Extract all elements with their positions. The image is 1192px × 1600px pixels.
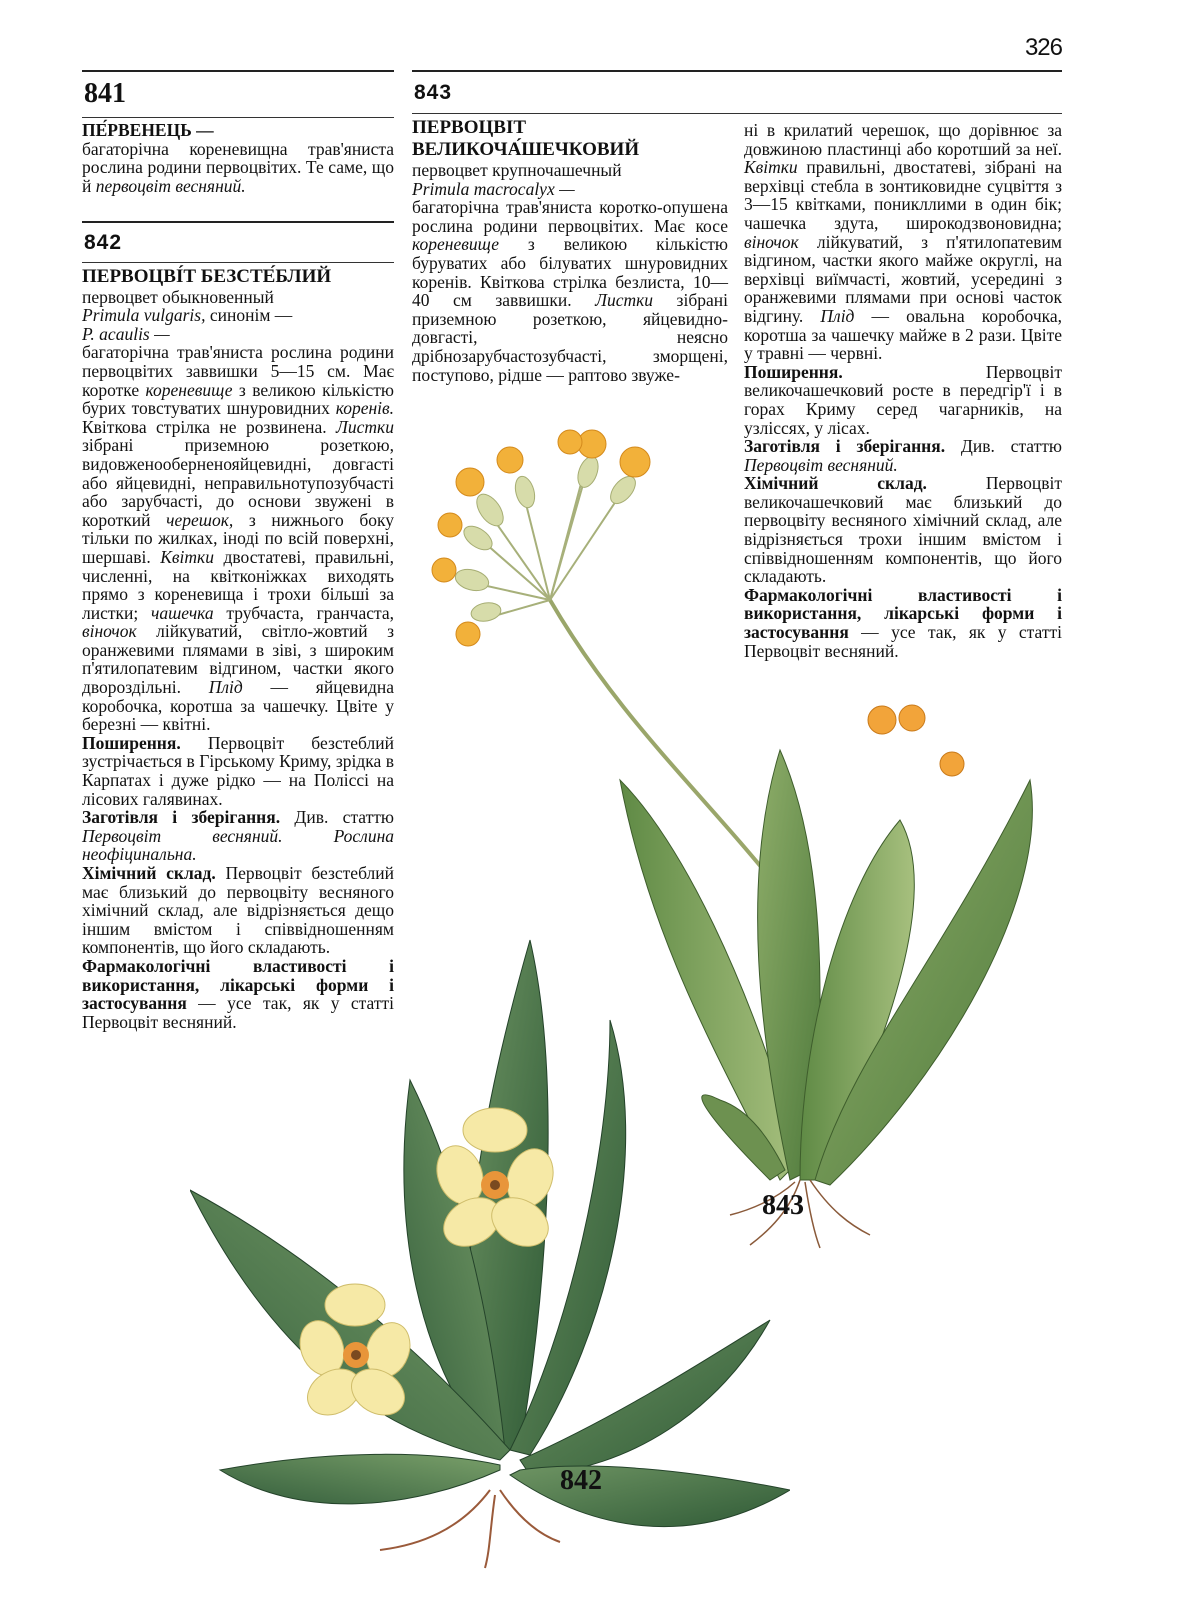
desc-segment: чашечка [150,602,214,623]
section-text: — усе так, як у статті Первоцвіт весняний. [744,622,1062,661]
entry-842-latin: Primula vulgaris, [82,305,206,326]
desc-segment: — яйцевидна коробочка, коротша за чашечку. Цвіте у березні — квітні. [82,677,394,735]
desc-segment: Плід [208,677,243,698]
rule-842 [82,262,394,263]
desc-segment: віночок [82,621,137,642]
entry-843-latin: Primula macrocalyx — [412,178,575,199]
desc-segment: з великою кількістю бурих товстуватих шнуровидних [82,379,394,419]
entry-843-description-b [744,121,1062,363]
desc-segment: Плід [820,305,855,326]
section-text: Первоцвіт великочашечковий росте в передгір'ї і в горах Криму серед чагарників, на узліссях, у лісах. [744,361,1062,438]
entry-842-spread [82,734,394,808]
section-heading: Хімічний склад. [82,863,216,883]
plant-842-illustration [190,930,790,1570]
section-text: — усе так, як у статті Первоцвіт весняний. [82,993,394,1032]
entry-841-number: 841 [84,78,126,109]
desc-segment: трубчаста, гранчаста, [213,602,394,623]
top-rule-right [412,70,1062,72]
section-heading: Заготівля і зберігання. [744,436,946,457]
desc-segment: кореневище [145,379,233,400]
section-ref: Первоцвіт весняний. Рослина неофіцинальна. [82,825,394,865]
section-heading: Хімічний склад. [744,473,927,494]
entry-842-harvest [82,808,394,864]
desc-segment: з нижнього боку тільки по жилках, іноді по всій поверхні, шершаві. [82,509,395,567]
entry-842-russian: первоцвет обыкновенный [82,286,274,307]
section-heading: Поширення. [744,361,843,382]
desc-segment: Листки [595,290,654,311]
entry-841-body [82,121,394,195]
section-heading: Заготівля і зберігання. [82,807,281,828]
label-842: 842 [560,1465,602,1496]
section-heading: Фармакологічні властивості і використання, лікарські форми і застосування [744,584,1062,643]
section-text: Див. статтю [945,436,1062,457]
desc-segment: зібрані приземною розеткою, яйцевидно-довгасті, неясно дрібнозарубчастозубчасті, зморщені, поступово, рідше — раптово звуже- [412,290,728,385]
entry-843-description-a [412,198,728,384]
desc-segment: ні в крилатий черешок, що дорівнює за довжиною пластинці або коротший за неї. [744,120,1062,159]
entry-841-title: ПЕ́РВЕНЕЦЬ — [82,120,214,140]
desc-segment: з великою кількістю буруватих або білуватих шнуровидних коренів. Квіткова стрілка безлиста, 10—40 см заввишки. [412,234,728,311]
page-number: 326 [1024,34,1062,61]
desc-segment: двостатеві, правильні, численні, на квітконіжках виходять прямо з кореневища і трохи більші за листки; [82,546,394,623]
desc-segment: багаторічна трав'яниста рослина родини первоцвітих заввишки 5—15 см. Має коротке [82,342,394,400]
section-ref: Первоцвіт весняний. [744,454,898,475]
entry-842-description [82,343,394,733]
desc-segment: зібрані приземною розеткою, видовженооберненояйцевидні, довгасті або яйцевидні, неправильнотупозубчасті або зарубчасті, до основи звужені в короткий [82,435,394,530]
section-heading: Поширення. [82,732,181,753]
desc-segment: правильні, двостатеві, зібрані на верхівці стебла в зонтиковидне суцвіття з 3—15 квітками, поникллими в один бік; чашечка здута, широкодзвоновидна; [744,157,1062,233]
entry-843-number: 843 [414,81,453,104]
desc-segment: віночок [744,231,799,252]
desc-segment: кореневище [412,234,499,255]
entry-842-synonym-word: синонім — [205,305,293,326]
section-text: Первоцвіт безстеблий має близький до первоцвіту весняного хімічний склад, але відрізняється дещо іншим вмістом і співвідношенням компонентів, що його складають. [82,863,395,958]
desc-segment: Квітки [744,157,798,178]
desc-segment: Листки [336,416,394,437]
label-843: 843 [762,1190,804,1221]
section-heading: Фармакологічні властивості і використання, лікарські форми і застосування [82,955,394,1014]
section-text: Первоцвіт великочашечковий має близький до первоцвіту весняного хімічний склад, але відрізняється трохи іншим вмістом і співвідношенням компонентів, що його складають. [744,473,1063,587]
entry-843-russian: первоцвет крупночашечный [412,160,622,180]
entry-843-col-a [412,117,728,384]
rule-843 [412,113,1062,114]
top-rule-left [82,70,394,72]
entry-841-text: багаторічна кореневищна трав'яниста рослина родини первоцвітих. Те саме, що й [82,138,394,196]
section-text: Див. статтю [280,807,394,828]
desc-segment: Квіткова стрілка не розвинена. [82,416,337,437]
entry-842-title: ПЕРВОЦВІ́Т БЕЗСТЕ́БЛИЙ [82,266,332,287]
rule-842-top [82,221,394,223]
entry-842-latin-synonym: P. acaulis — [82,323,170,344]
entry-842-body [82,268,394,1031]
desc-segment: лійкуватий, з п'ятилопатевим відгином, частки якого майже округлі, на верхівці виїмчасті, жовтий, усередині з оранжевими плямами при основі часток відгину. [744,231,1062,326]
entry-841-ref: первоцвіт весняний. [95,175,246,196]
desc-segment: черешок, [166,509,234,530]
entry-842-number: 842 [84,231,123,254]
desc-segment: — овальна коробочка, коротша за чашечку майже в 2 рази. Цвіте у травні — червні. [744,305,1063,364]
desc-segment: лійкуватий, світло-жовтий з оранжевими плямами в зіві, з широким п'ятилопатевим відгином, частки якого двороздільні. [82,621,394,698]
desc-segment: коренів. [335,398,394,419]
entry-843-title-2: ВЕЛИКОЧА́ШЕЧКОВИЙ [412,139,640,160]
section-text: Первоцвіт безстеблий зустрічається в Гірському Криму, зрідка в Карпатах і дуже рідко — на Поліссі на лісових галявинах. [82,732,394,809]
entry-843-title-1: ПЕРВОЦВІТ [412,117,527,138]
desc-segment: багаторічна трав'яниста коротко-опушена рослина родини первоцвітих. Має косе [412,197,728,236]
desc-segment: Квітки [160,546,214,567]
rule-841 [82,117,394,118]
